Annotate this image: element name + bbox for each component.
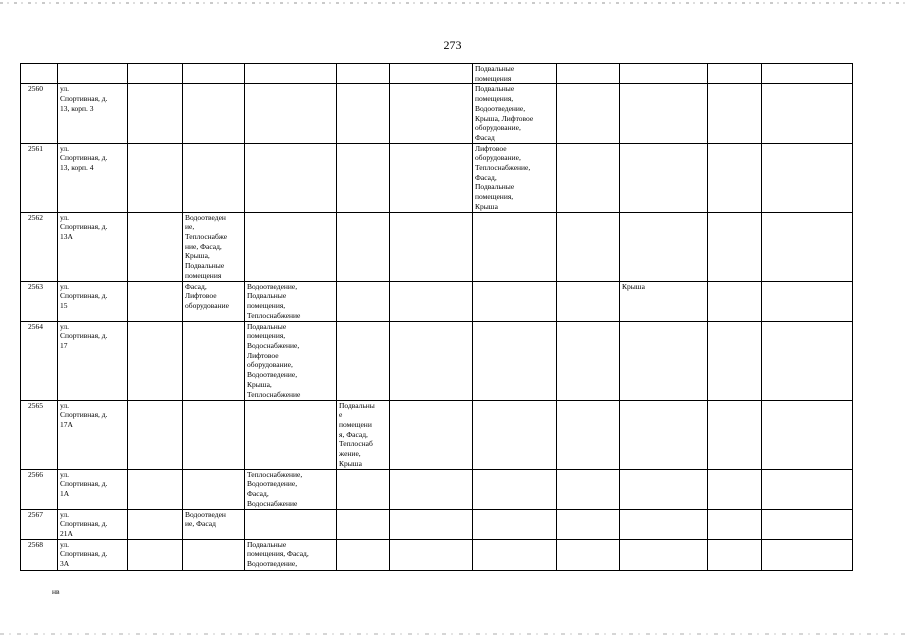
- table-cell: [245, 400, 337, 469]
- table-cell: Водоотведен ие, Теплоснабже ние, Фасад, Крыша, Подвальные помещения: [183, 212, 245, 281]
- table-cell: [337, 469, 390, 509]
- table-cell: [557, 64, 620, 84]
- table-cell: [620, 469, 708, 509]
- row-number-cell: 2563: [21, 281, 58, 321]
- table-cell: [390, 212, 473, 281]
- table-row: [21, 509, 853, 539]
- table-cell: [557, 281, 620, 321]
- table-row: [21, 64, 853, 84]
- table-cell: [762, 84, 853, 143]
- row-number-cell: 2564: [21, 321, 58, 400]
- address-cell: ул. Спортивная, д. 17А: [58, 400, 128, 469]
- table-cell: [557, 143, 620, 212]
- table-cell: [390, 469, 473, 509]
- table-cell: [473, 469, 557, 509]
- page-number: 273: [443, 38, 462, 52]
- scan-edge-bottom: [0, 633, 905, 635]
- table-cell: Подвальны е помещени я, Фасад, Теплоснаб жение, Крыша: [337, 400, 390, 469]
- table-cell: [245, 84, 337, 143]
- table-cell: [473, 281, 557, 321]
- row-number-cell: 2566: [21, 469, 58, 509]
- table-cell: [245, 212, 337, 281]
- row-number-cell: 2560: [21, 84, 58, 143]
- row-number-cell: 2568: [21, 539, 58, 570]
- table-cell: Крыша: [620, 281, 708, 321]
- table-cell: [473, 400, 557, 469]
- table-cell: [473, 539, 557, 570]
- table-cell: [183, 84, 245, 143]
- row-number-cell: 2567: [21, 509, 58, 539]
- address-cell: ул. Спортивная, д. 13, корп. 3: [58, 84, 128, 143]
- table-cell: [762, 281, 853, 321]
- address-cell: ул. Спортивная, д. 13А: [58, 212, 128, 281]
- table-cell: [762, 143, 853, 212]
- table-cell: [390, 281, 473, 321]
- table-cell: [762, 212, 853, 281]
- table-cell: [128, 539, 183, 570]
- table-row: [21, 321, 853, 400]
- registry-table: [20, 63, 853, 571]
- table-cell: [620, 509, 708, 539]
- table-cell: Фасад, Лифтовое оборудование: [183, 281, 245, 321]
- address-cell: ул. Спортивная, д. 13, корп. 4: [58, 143, 128, 212]
- address-cell: ул. Спортивная, д. 1А: [58, 469, 128, 509]
- table-cell: [620, 212, 708, 281]
- table-cell: [557, 509, 620, 539]
- table-cell: [390, 509, 473, 539]
- table-cell: [128, 469, 183, 509]
- table-row: [21, 400, 853, 469]
- table-row: [21, 84, 853, 143]
- table-cell: [390, 321, 473, 400]
- table-row: [21, 539, 853, 570]
- footer-mark: нв: [52, 587, 60, 596]
- table-cell: [337, 509, 390, 539]
- table-cell: [762, 64, 853, 84]
- table-cell: [245, 143, 337, 212]
- table-cell: [620, 143, 708, 212]
- table-cell: [620, 539, 708, 570]
- table-row: [21, 143, 853, 212]
- table-cell: [762, 539, 853, 570]
- table-cell: [557, 212, 620, 281]
- table-cell: [390, 143, 473, 212]
- table-row: [21, 469, 853, 509]
- table-cell: [557, 539, 620, 570]
- table-cell: [620, 321, 708, 400]
- table-cell: [762, 469, 853, 509]
- table-cell: [128, 143, 183, 212]
- table-row: [21, 212, 853, 281]
- table-cell: Подвальные помещения, Водоотведение, Крыша, Лифтовое оборудование, Фасад: [473, 84, 557, 143]
- table-cell: [337, 64, 390, 84]
- table-cell: [128, 321, 183, 400]
- table-cell: Лифтовое оборудование, Теплоснабжение, Фасад, Подвальные помещения, Крыша: [473, 143, 557, 212]
- table-cell: [337, 143, 390, 212]
- table-cell: [337, 281, 390, 321]
- table-cell: [708, 469, 762, 509]
- table-cell: [473, 212, 557, 281]
- address-cell: ул. Спортивная, д. 17: [58, 321, 128, 400]
- table-cell: [557, 84, 620, 143]
- table-cell: [390, 539, 473, 570]
- table-cell: [762, 400, 853, 469]
- table-cell: Водоотведен ие, Фасад: [183, 509, 245, 539]
- scan-edge-top: [0, 2, 905, 4]
- table-cell: [337, 84, 390, 143]
- table-cell: Теплоснабжение, Водоотведение, Фасад, Водоснабжение: [245, 469, 337, 509]
- table-cell: [128, 400, 183, 469]
- table-cell: [620, 64, 708, 84]
- row-number-cell: [21, 64, 58, 84]
- table-cell: [708, 64, 762, 84]
- table-cell: [620, 400, 708, 469]
- table-cell: [708, 321, 762, 400]
- table-cell: [473, 321, 557, 400]
- table-cell: [337, 539, 390, 570]
- table-cell: [337, 321, 390, 400]
- table-cell: Подвальные помещения, Водоснабжение, Лифтовое оборудование, Водоотведение, Крыша, Теплоснабжение: [245, 321, 337, 400]
- table-row: [21, 281, 853, 321]
- table-cell: [183, 143, 245, 212]
- registry-table-body: [21, 64, 853, 571]
- address-cell: [58, 64, 128, 84]
- table-cell: [183, 400, 245, 469]
- table-cell: [708, 143, 762, 212]
- table-cell: [557, 469, 620, 509]
- table-cell: [128, 212, 183, 281]
- row-number-cell: 2565: [21, 400, 58, 469]
- table-cell: Водоотведение, Подвальные помещения, Теплоснабжение: [245, 281, 337, 321]
- table-cell: [128, 64, 183, 84]
- table-cell: [183, 321, 245, 400]
- table-cell: [708, 212, 762, 281]
- table-cell: [390, 64, 473, 84]
- address-cell: ул. Спортивная, д. 3А: [58, 539, 128, 570]
- row-number-cell: 2561: [21, 143, 58, 212]
- table-cell: Подвальные помещения, Фасад, Водоотведение,: [245, 539, 337, 570]
- table-cell: [245, 509, 337, 539]
- table-cell: [183, 64, 245, 84]
- table-cell: [708, 509, 762, 539]
- table-cell: [557, 400, 620, 469]
- table-cell: [128, 509, 183, 539]
- table-cell: [473, 509, 557, 539]
- table-cell: [183, 469, 245, 509]
- table-cell: [708, 84, 762, 143]
- table-cell: [762, 509, 853, 539]
- table-cell: [708, 539, 762, 570]
- table-cell: [337, 212, 390, 281]
- table-cell: [245, 64, 337, 84]
- table-cell: [557, 321, 620, 400]
- table-cell: [762, 321, 853, 400]
- table-cell: [128, 281, 183, 321]
- table-cell: [620, 84, 708, 143]
- table-cell: [708, 400, 762, 469]
- table-cell: [390, 400, 473, 469]
- address-cell: ул. Спортивная, д. 15: [58, 281, 128, 321]
- table-cell: [708, 281, 762, 321]
- table-cell: [128, 84, 183, 143]
- row-number-cell: 2562: [21, 212, 58, 281]
- table-cell: [390, 84, 473, 143]
- table-cell: [183, 539, 245, 570]
- address-cell: ул. Спортивная, д. 21А: [58, 509, 128, 539]
- table-cell: Подвальные помещения: [473, 64, 557, 84]
